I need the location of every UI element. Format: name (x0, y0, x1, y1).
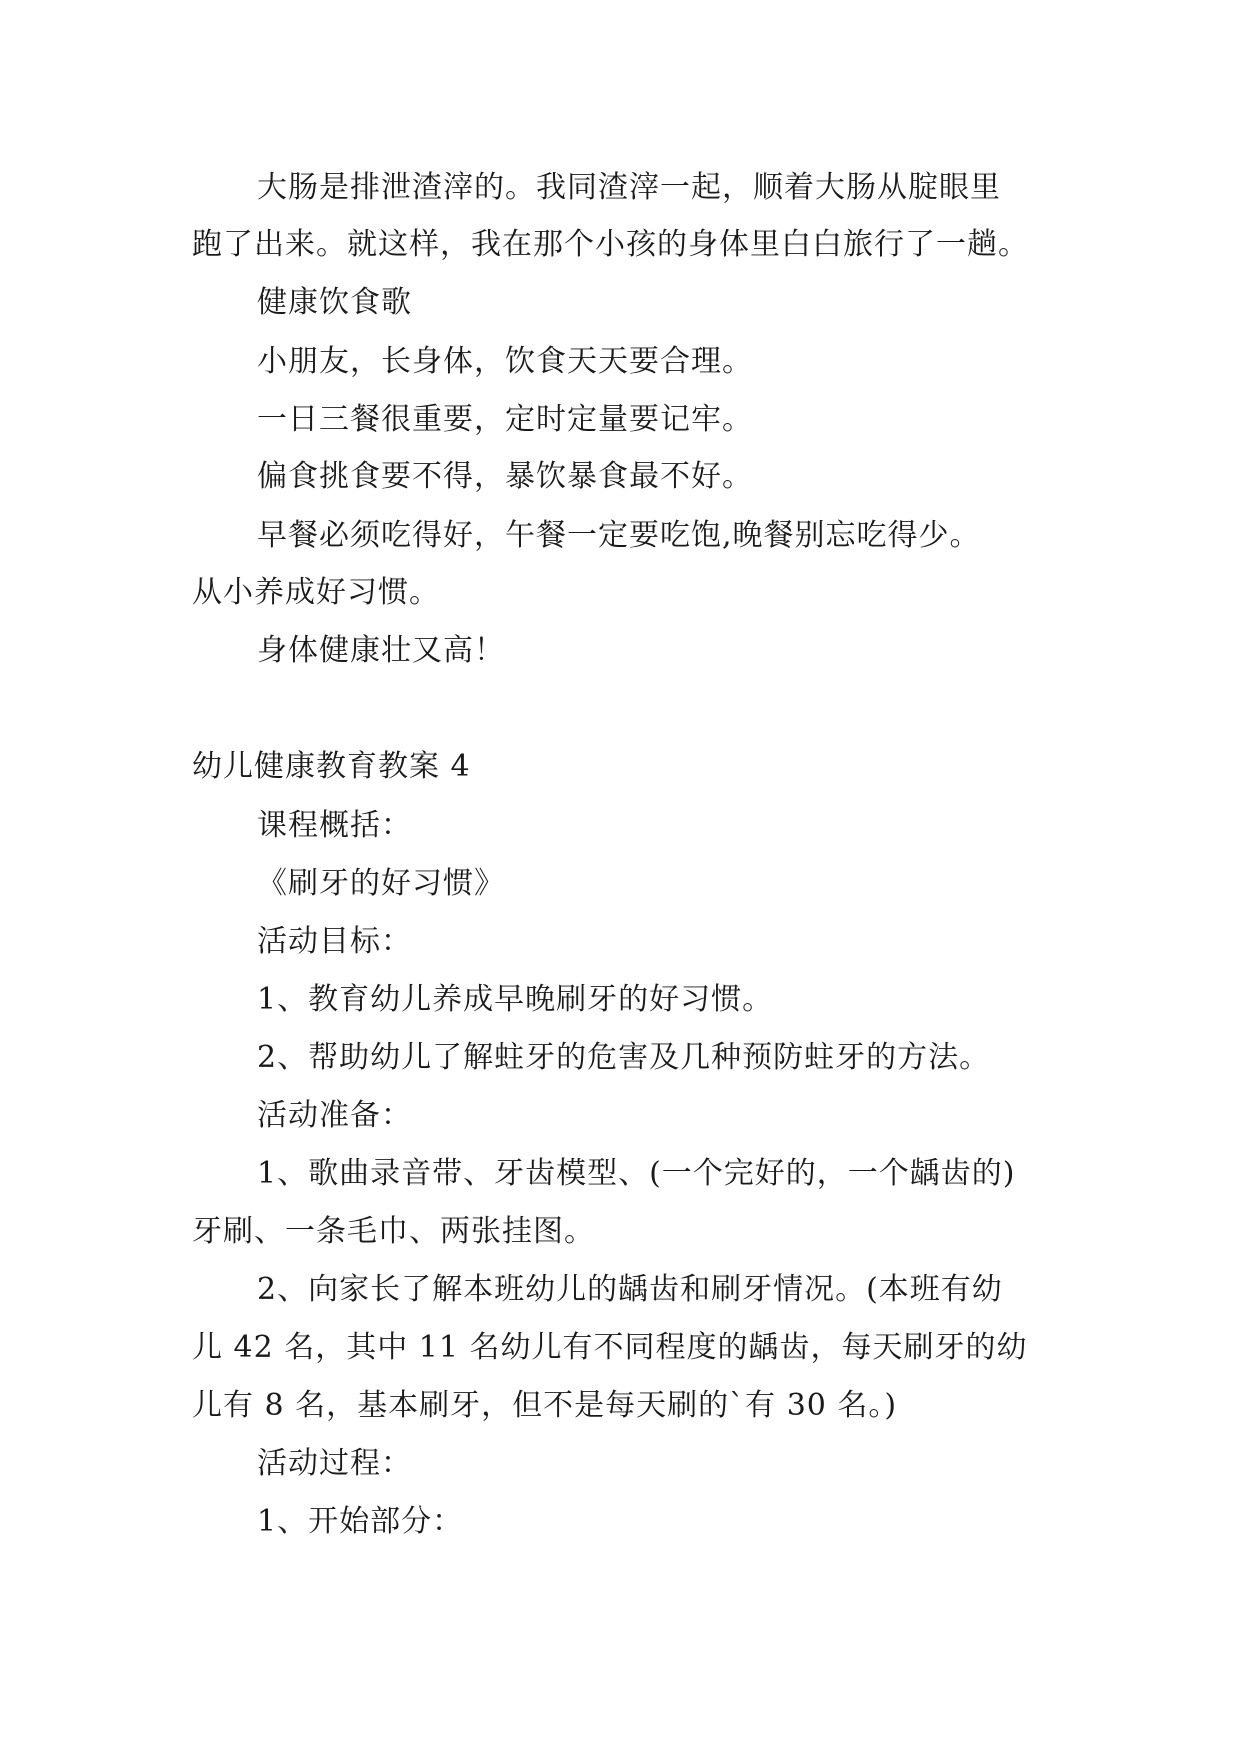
subheading: 课程概括： (257, 808, 412, 843)
subheading: 活动过程： (257, 1446, 412, 1481)
paragraph-line: 跑了出来。就这样，我在那个小孩的身体里白白旅行了一趟。 (192, 227, 1029, 262)
list-item-continuation: 儿有 8 名，基本刷牙，但不是每天刷的`有 30 名。) (192, 1388, 898, 1423)
poem-line: 早餐必须吃得好，午餐一定要吃饱,晚餐别忘吃得少。 (257, 518, 981, 553)
section-heading: 幼儿健康教育教案 4 (192, 749, 471, 784)
list-item: 2、帮助幼儿了解蛀牙的危害及几种预防蛀牙的方法。 (257, 1040, 991, 1075)
list-item-continuation: 牙刷、一条毛巾、两张挂图。 (192, 1214, 595, 1249)
list-item-continuation: 儿 42 名，其中 11 名幼儿有不同程度的龋齿，每天刷牙的幼 (192, 1330, 1028, 1365)
list-item: 2、向家长了解本班幼儿的龋齿和刷牙情况。(本班有幼 (257, 1272, 1003, 1307)
poem-line: 偏食挑食要不得，暴饮暴食最不好。 (257, 459, 753, 494)
poem-line: 从小养成好习惯。 (192, 575, 440, 610)
paragraph-line: 大肠是排泄渣滓的。我同渣滓一起，顺着大肠从腚眼里 (257, 170, 1001, 205)
list-item: 1、教育幼儿养成早晚刷牙的好习惯。 (257, 982, 774, 1017)
subheading: 活动目标： (257, 924, 412, 959)
poem-title: 健康饮食歌 (257, 285, 412, 320)
subheading: 活动准备： (257, 1098, 412, 1133)
course-title: 《刷牙的好习惯》 (257, 866, 505, 901)
list-item: 1、歌曲录音带、牙齿模型、(一个完好的，一个龋齿的) (257, 1156, 1016, 1191)
list-item: 1、开始部分： (257, 1504, 464, 1539)
poem-line: 一日三餐很重要，定时定量要记牢。 (257, 402, 753, 437)
poem-line: 身体健康壮又高！ (257, 633, 505, 668)
poem-line: 小朋友，长身体，饮食天天要合理。 (257, 344, 753, 379)
